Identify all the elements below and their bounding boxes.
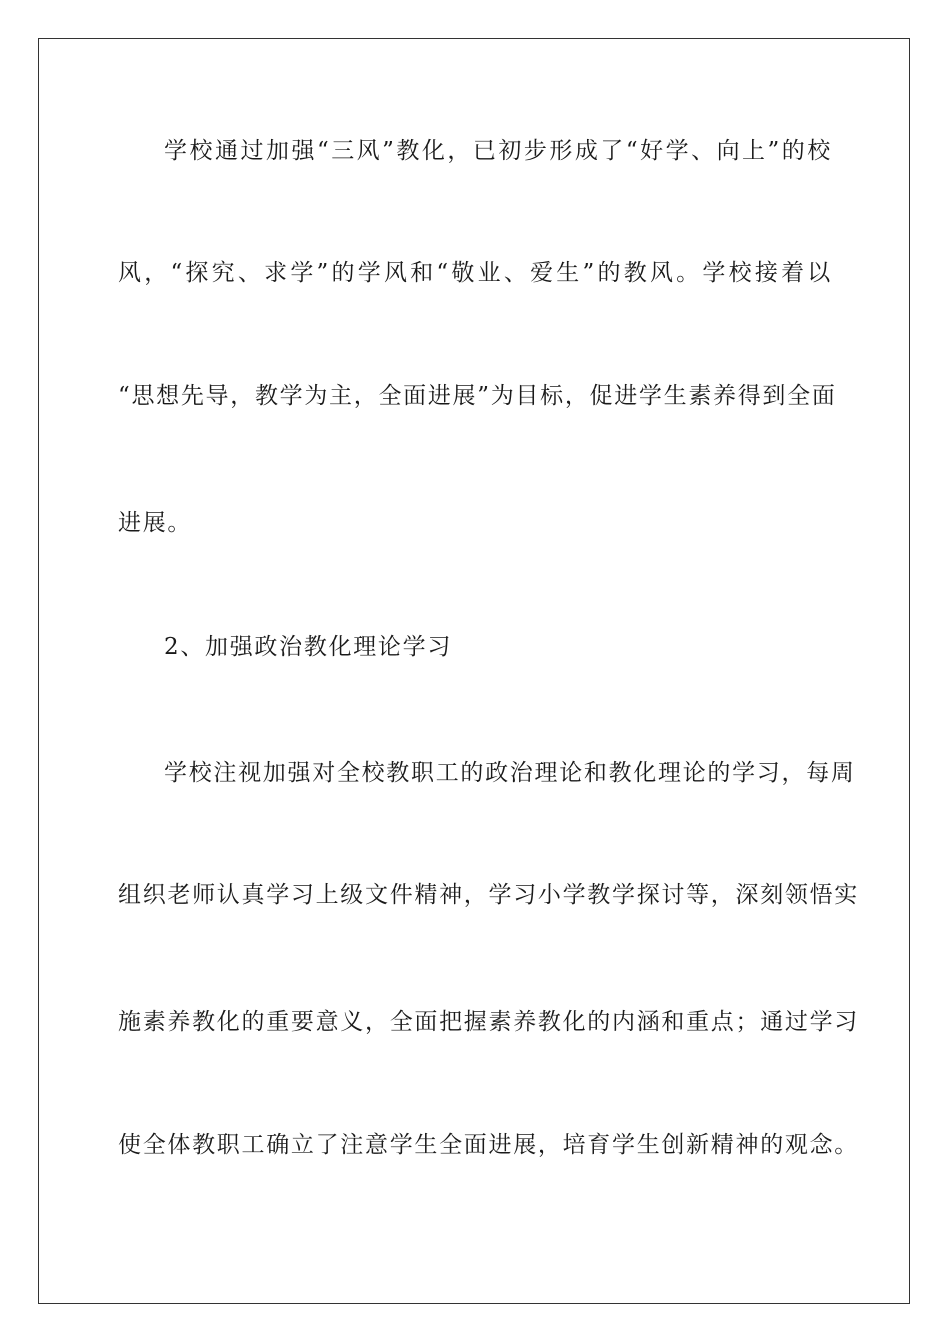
paragraph-2-line-4: 使全体教职工确立了注意学生全面进展，培育学生创新精神的观念。 <box>118 1132 859 1158</box>
paragraph-1-line-3: “思想先导，教学为主，全面进展”为目标，促进学生素养得到全面 <box>118 383 837 409</box>
page-border <box>38 38 910 1304</box>
paragraph-2-line-2: 组织老师认真学习上级文件精神，学习小学教学探讨等，深刻领悟实 <box>118 882 859 908</box>
paragraph-1-line-1: 学校通过加强“三风”教化，已初步形成了“好学、向上”的校 <box>164 138 832 164</box>
paragraph-1-line-2: 风，“探究、求学”的学风和“敬业、爱生”的教风。学校接着以 <box>118 260 832 286</box>
section-heading-2: 2、加强政治教化理论学习 <box>164 634 453 660</box>
paragraph-1-line-4: 进展。 <box>118 510 193 536</box>
paragraph-2-line-1: 学校注视加强对全校教职工的政治理论和教化理论的学习，每周 <box>164 760 856 786</box>
paragraph-2-line-3: 施素养教化的重要意义，全面把握素养教化的内涵和重点；通过学习 <box>118 1009 859 1035</box>
